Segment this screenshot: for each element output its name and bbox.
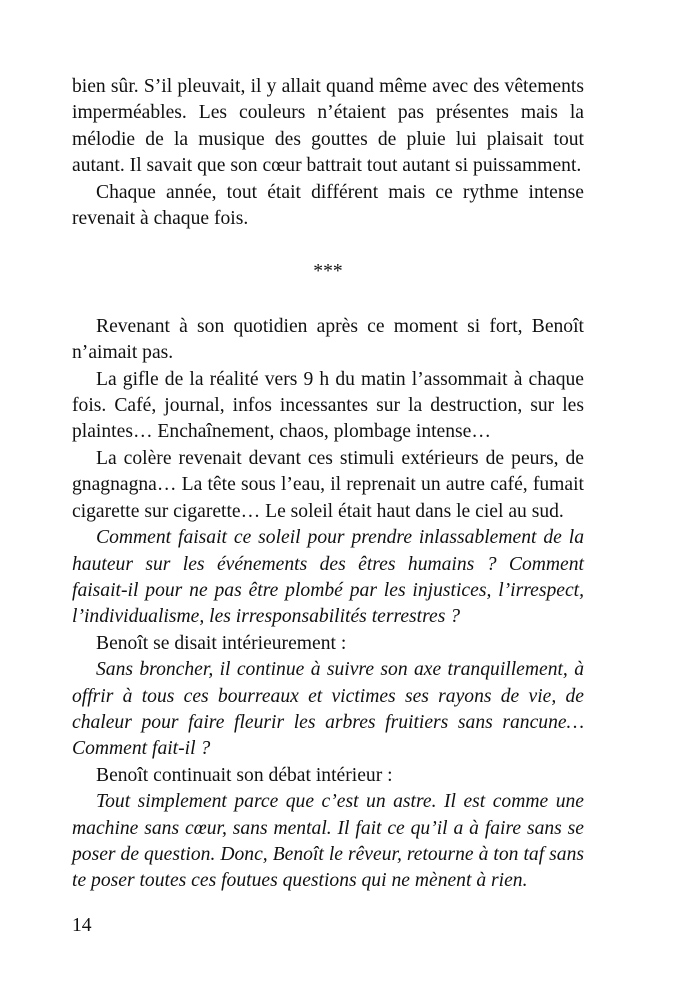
section-separator: *** xyxy=(313,261,343,283)
paragraph-disait: Benoît se disait intérieurement : xyxy=(96,632,347,654)
paragraph-italic-broncher: Sans broncher, il continue à suivre son axe tranquillement, à offrir à tous ces bourreaux et victimes ses rayons de vie, de chaleur pour faire fleurir les arbres fruitiers sans rancune… Comment fait-il ? xyxy=(72,659,584,760)
paragraph-debat: Benoît continuait son débat intérieur : xyxy=(96,764,393,786)
paragraph-colere: La colère revenait devant ces stimuli extérieurs de peurs, de gnagnagna… La tête sous l’eau, il reprenait un autre café, fumait cigarette sur cigarette… Le soleil était haut dans le ciel au sud. xyxy=(72,447,584,522)
body-text xyxy=(72,74,584,895)
page-number: 14 xyxy=(72,915,92,936)
paragraph-continuation: bien sûr. S’il pleuvait, il y allait quand même avec des vêtements imperméables. Les couleurs n’étaient pas présentes mais la mélodie de la musique des gouttes de pluie lui plaisait tout autant. Il savait que son cœur battrait tout autant si puissamment. xyxy=(72,76,584,177)
paragraph-revenant: Revenant à son quotidien après ce moment si fort, Benoît n’aimait pas. xyxy=(72,315,584,364)
paragraph-gifle: La gifle de la réalité vers 9 h du matin l’assommait à chaque fois. Café, journal, infos incessantes sur la destruction, sur les plaintes… Enchaînement, chaos, plombage intense… xyxy=(72,368,584,443)
paragraph-italic-astre: Tout simplement parce que c’est un astre. Il est comme une machine sans cœur, sans mental. Il fait ce qu’il a à faire sans se poser de question. Donc, Benoît le rêveur, retourne à ton taf sans te poser toutes ces foutues questions qui ne mènent à rien. xyxy=(72,791,584,892)
paragraph-chaque-annee: Chaque année, tout était différent mais ce rythme intense revenait à chaque fois. xyxy=(72,181,584,230)
paragraph-italic-soleil: Comment faisait ce soleil pour prendre inlassablement de la hauteur sur les événements des êtres humains ? Comment faisait-il pour ne pas être plombé par les injustices, l’irrespect, l’individualisme, les irresponsabilités terrestres ? xyxy=(72,527,584,628)
